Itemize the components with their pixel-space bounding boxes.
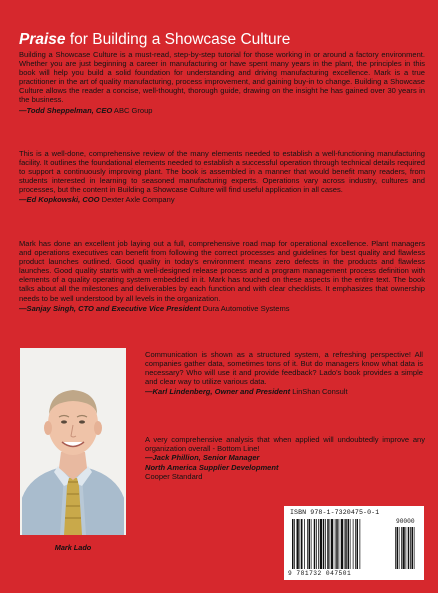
endorser-org: Cooper Standard (145, 472, 203, 481)
endorsement-text: Mark has done an excellent job laying out a full, comprehensive road map for operational excellence. Plant managers and operations executives can benefit from following the correct processes and guidelines for best quality and flawless product launches outlined. Good quality in today's environment means zero defects in the products and flawless launches. Good quality starts with a well-designed release process and a program management process definition with elements of a quality operating system embedded in it. Mark has touched on these aspects in the entire text. The book talks about all the milestones and deliverables by each function and with clear checklists. It emphasizes that ownership needs to be well understood by all levels in the organization. (19, 239, 425, 303)
barcode-bar (355, 519, 356, 569)
barcode-bar (304, 519, 305, 569)
barcode-bar (344, 519, 345, 569)
barcode-bar (336, 519, 338, 569)
barcode-bar (341, 519, 343, 569)
endorser-name: —Ed Kopkowski, COO (19, 195, 100, 205)
endorsement-3 (19, 239, 425, 313)
isbn-barcode (284, 506, 424, 580)
barcode-bar (307, 519, 308, 569)
endorsement-attribution (145, 387, 423, 396)
endorser-org: ABC Group (112, 105, 153, 115)
cover-heading (19, 31, 429, 49)
endorsement-attribution (19, 106, 425, 115)
barcode-bar (311, 519, 312, 569)
endorsement-5 (145, 435, 425, 481)
barcode-bar (309, 519, 311, 569)
endorser-org: Dexter Axle Company (99, 195, 175, 205)
barcode-bar (348, 519, 350, 569)
barcode-bar (353, 519, 354, 569)
endorsement-2 (19, 149, 425, 205)
barcode-bar (318, 519, 319, 569)
barcode-bar (357, 519, 359, 569)
author-portrait-illustration (20, 348, 126, 535)
endorsement-text: Communication is shown as a structured system, a refreshing perspective! All companies gather data, sometimes tons of it. But do managers know what data is necessary? Who will use it and provide feedback? Lado's book provides a simple and clear way to utilize various data. (145, 350, 423, 387)
endorser-name: —Karl Lindenberg, Owner and President (145, 387, 291, 397)
barcode-bar (331, 519, 333, 569)
barcode-addon-bar (414, 527, 415, 569)
barcode-bar (335, 519, 336, 569)
isbn-number: ISBN 978-1-7320475-0-1 (290, 509, 380, 516)
barcode-bar (325, 519, 326, 569)
barcode-addon-bar (399, 527, 400, 569)
barcode-bar (350, 519, 351, 569)
endorsement-text: Building a Showcase Culture is a must-read, step-by-step tutorial for those working in or around a factory environment. Whether you are just beginning a career in manufacturing or have spent many years in the plant, the principles in this book will help you build a solid foundation for understanding and driving manufacturing excellence. Mark is a true practitioner in the art of quality manufacturing, process improvement, and gaining buy-in to change. Building a Showcase Culture allows the reader a concise, well-thought, thorough guide, drawing on the insight he has gained over 30 years in the business. (19, 50, 425, 105)
endorser-name: —Jack Phillion, Senior Manager (145, 453, 260, 463)
endorser-name: —Sanjay Singh, CTO and Executive Vice President (19, 303, 201, 313)
barcode-addon-bar (395, 527, 396, 569)
barcode-bar (292, 519, 294, 569)
barcode-addon-bar (410, 527, 411, 569)
barcode-addon-bar (397, 527, 399, 569)
endorsement-4 (145, 350, 423, 396)
endorsement-text: A very comprehensive analysis that when applied will undoubtedly improve any organization overall - Bottom Line! (145, 435, 425, 454)
endorser-org: Dura Automotive Systems (200, 303, 290, 313)
endorsement-attribution (19, 195, 425, 204)
barcode-bar (320, 519, 322, 569)
barcode-addon-bar (412, 527, 414, 569)
author-photo (20, 348, 126, 535)
barcode-bar (316, 519, 317, 569)
barcode-bar (300, 519, 301, 569)
endorsement-text: This is a well-done, comprehensive review of the many elements needed to establish a well-functioning manufacturing facility. It outlines the foundational elements needed to establish a successful operation through technical details required to support a continuously improving plant. The book is assembled in a manner that would benefit many readers, from students interested in learning to seasoned manufacturing experts. Operations vary across industry, cultures and processes, but the content in Building a Showcase Culture will find useful application in all cases. (19, 149, 425, 195)
barcode-bar (330, 519, 331, 569)
heading-praise: Praise (19, 31, 66, 48)
barcode-bar (297, 519, 299, 569)
endorser-name: —Todd Sheppelman, CEO (19, 105, 113, 115)
barcode-addon-bar (408, 527, 410, 569)
photo-caption: Mark Lado (54, 543, 92, 552)
endorser-org: LinShan Consult (290, 387, 348, 397)
barcode-addon-bar (401, 527, 402, 569)
barcode-bar (327, 519, 329, 569)
barcode-addon-number: 90000 (396, 518, 415, 525)
barcode-addon-bar (406, 527, 407, 569)
endorsement-1 (19, 50, 425, 115)
barcode-bar (314, 519, 316, 569)
heading-rest: for Building a Showcase Culture (65, 31, 291, 48)
endorser-title: North America Supplier Development (145, 462, 279, 472)
barcode-digits: 9 781732 047501 (288, 570, 352, 577)
barcode-addon-bar (403, 527, 405, 569)
barcode-bar (345, 519, 347, 569)
barcode-bar (360, 519, 361, 569)
endorsement-attribution (145, 453, 425, 481)
endorsement-attribution (19, 304, 425, 313)
barcode-bar (323, 519, 325, 569)
barcode-bar (339, 519, 340, 569)
barcode-bar (294, 519, 295, 569)
barcode-bar (301, 519, 303, 569)
